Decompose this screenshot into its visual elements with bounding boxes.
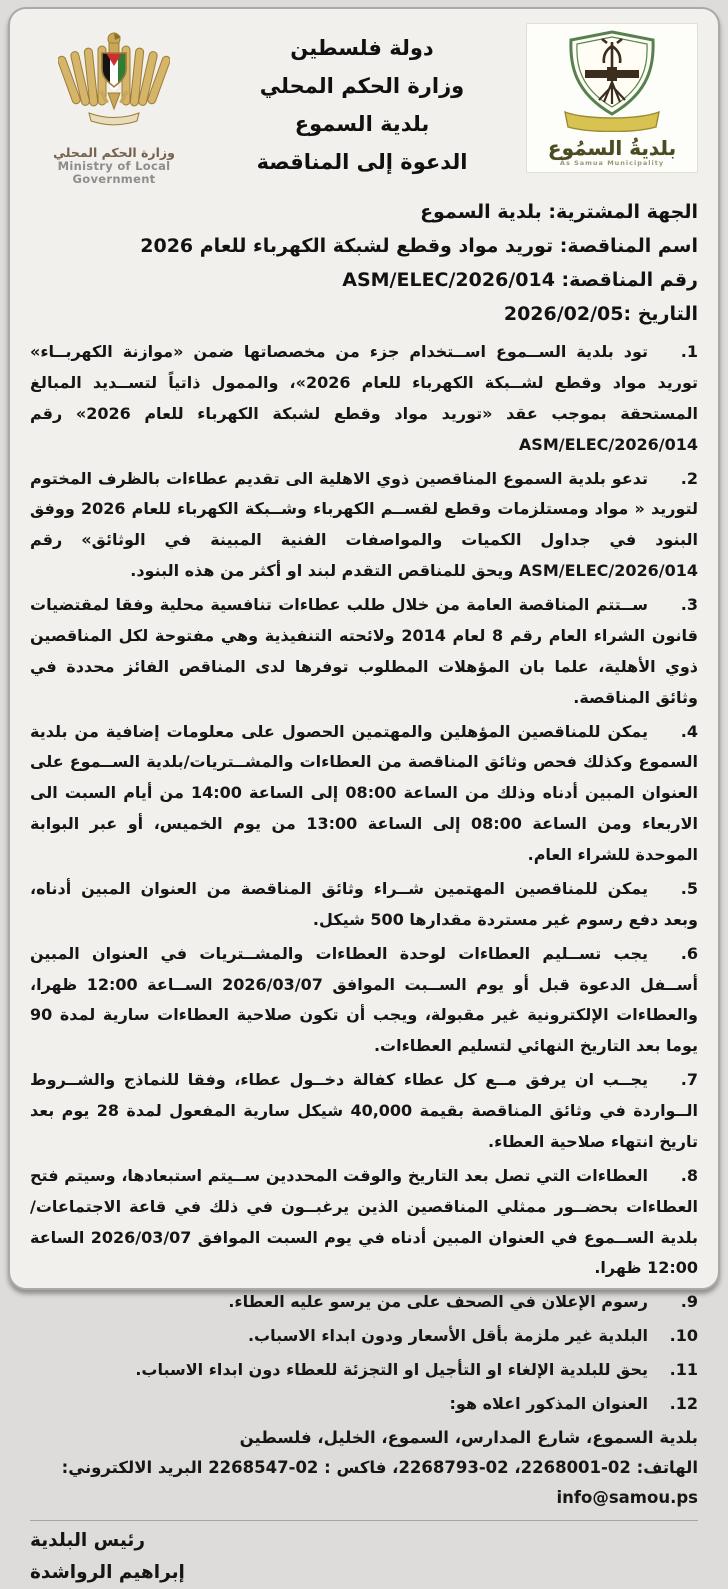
tender-name-line: اسم المناقصة: توريد مواد وقطع لشبكة الكهرباء للعام 2026 bbox=[140, 235, 698, 257]
header bbox=[30, 23, 698, 185]
list-item-11 bbox=[30, 1355, 698, 1386]
ministry-title: وزارة الحكم المحلي bbox=[259, 74, 465, 98]
tender-meta bbox=[30, 195, 698, 331]
list-item-4 bbox=[30, 717, 698, 871]
conditions-list bbox=[30, 337, 698, 1420]
date-line: التاريخ :2026/02/05 bbox=[503, 303, 698, 325]
municipality-caption-english: As Samua Municipality bbox=[559, 159, 665, 167]
item-text: العطاءات التي تصل بعد التاريخ والوقت المحددين ســيتم استبعادها، وسيتم فتح العطاءات بحضــور ممثلي المناقصين الذين يرغبــون في ذلك في قاعة الاجتماعات/ بلدية الســموع في العنوان المبين أدناه في يوم السبت الموافق 2026/03/07 الساعة 12:00 ظهرا. bbox=[30, 1165, 699, 1278]
item-number: 7. bbox=[680, 1070, 698, 1090]
list-item-9 bbox=[30, 1287, 698, 1318]
item-number: 6. bbox=[680, 943, 698, 963]
item-text: البلدية غير ملزمة بأقل الأسعار ودون ابداء الاسباب. bbox=[247, 1326, 648, 1346]
item-text: رسوم الإعلان في الصحف على من يرسو عليه العطاء. bbox=[228, 1292, 648, 1312]
item-number: 11. bbox=[669, 1360, 698, 1379]
municipality-logo-block bbox=[526, 23, 698, 173]
tender-number-line: رقم المناقصة: ASM/ELEC/2026/014 bbox=[342, 269, 698, 291]
item-text: ســتتم المناقصة العامة من خلال طلب عطاءات تنافسية محلية وفقا لمقتضيات قانون الشراء العام رقم 8 لعام 2014 ولائحته التنفيذية وهي مفتوحة لكل المناقصين ذوي الأهلية، علما بان المؤهلات المطلوب توفرها لدى المناقص الفائز محددة في وثائق المناقصة. bbox=[30, 595, 699, 707]
item-text: يحق للبلدية الإلغاء او التأجيل او التجزئة للعطاء دون ابداء الاسباب. bbox=[135, 1360, 648, 1379]
ministry-caption-english-line1: Ministry of Local bbox=[57, 159, 171, 173]
list-item-1 bbox=[30, 337, 698, 461]
list-item-8 bbox=[30, 1161, 698, 1285]
item-number: 8. bbox=[680, 1165, 698, 1185]
list-item-6 bbox=[30, 939, 698, 1063]
footer-divider bbox=[30, 1520, 698, 1521]
municipality-title: بلدية السموع bbox=[294, 112, 430, 136]
list-item-5 bbox=[30, 874, 698, 936]
signature-block bbox=[30, 1525, 698, 1589]
list-item-2 bbox=[30, 464, 698, 588]
item-number: 3. bbox=[680, 595, 698, 614]
list-item-7 bbox=[30, 1065, 698, 1158]
item-text: يجــب ان يرفق مــع كل عطاء كفالة دخــول عطاء، وفقا للنماذج والشــروط الــواردة في وثائق المناقصة بقيمة 40,000 شيكل سارية المفعول لمدة 28 يوم بعد تاريخ انتهاء صلاحية العطاء. bbox=[30, 1070, 699, 1151]
item-text: تود بلدية الســموع اســتخدام جزء من مخصصاتها ضمن «موازنة الكهربــاء» توريد مواد وقطع لشــبكة الكهرباء للعام 2026»، والممول ذاتياً لتســديد المبالغ المستحقة بموجب عقد «توريد مواد وقطع لشبكة الكهرباء للعام 2026» رقم ASM/ELEC/2026/014 bbox=[30, 342, 698, 454]
list-item-12 bbox=[30, 1389, 698, 1420]
item-number: 5. bbox=[680, 878, 698, 898]
item-number: 9. bbox=[680, 1292, 698, 1312]
municipality-caption-arabic: بلديةُ السمُوع bbox=[547, 136, 677, 160]
item-number: 4. bbox=[680, 721, 698, 741]
item-text: يجب تســليم العطاءات لوحدة العطاءات والمشــتريات في العنوان المبين أســفل الدعوة قبل أو يوم الســبت الموافق 2026/03/07 الســاعة 12:00 ظهرا، والعطاءات الإلكترونية غير مقبولة، ويجب أن تكون صلاحية العطاءات سارية لمدة 90 يوما بعد التاريخ النهائي لتسليم العطاءات. bbox=[30, 943, 699, 1056]
ministry-logo-block bbox=[30, 23, 198, 186]
ministry-caption-arabic: وزارة الحكم المحلي bbox=[53, 145, 175, 160]
item-number: 12. bbox=[669, 1393, 698, 1413]
item-text: يمكن للمناقصين المهتمين شــراء وثائق المناقصة من العنوان المبين أدناه، وبعد دفع رسوم غير مستردة مقدارها 500 شيكل. bbox=[30, 878, 698, 929]
as-samou-shield-emblem-icon bbox=[537, 117, 687, 136]
item-text: العنوان المذكور اعلاه هو: bbox=[449, 1393, 648, 1413]
signature-title: رئيس البلدية bbox=[30, 1529, 145, 1551]
item-number: 2. bbox=[680, 468, 698, 488]
signature-name: إبراهيم الرواشدة bbox=[30, 1561, 185, 1583]
tender-announcement-card bbox=[8, 7, 720, 1583]
item-number: 1. bbox=[680, 342, 698, 361]
item-number: 10. bbox=[669, 1326, 698, 1346]
list-item-10 bbox=[30, 1321, 698, 1352]
ministry-caption-english-line2: Government bbox=[72, 172, 156, 186]
item-text: يمكن للمناقصين المؤهلين والمهتمين الحصول على معلومات إضافية من بلدية السموع وكذلك فحص وثائق المناقصة من العطاءات والمشــتريات/بلدية الســموع على العنوان المبين أدناه وذلك من الساعة 08:00 إلى الساعة 14:00 من أيام السبت الى الاربعاء ومن الساعة 08:00 إلى الساعة 13:00 من يوم الخميس، أو عبر البوابة الموحدة للشراء العام. bbox=[30, 721, 698, 864]
contact-line: الهاتف: 02-2268001، 02-2268793، فاكس : 02-2268547 البريد الالكتروني: info@samou.ps bbox=[61, 1457, 698, 1507]
invitation-title: الدعوة إلى المناقصة bbox=[256, 150, 468, 174]
buyer-line: الجهة المشترية: بلدية السموع bbox=[420, 201, 698, 223]
state-title: دولة فلسطين bbox=[290, 36, 434, 60]
address-line: بلدية السموع، شارع المدارس، السموع، الخليل، فلسطين bbox=[239, 1427, 698, 1447]
header-titles bbox=[198, 23, 526, 181]
list-item-3 bbox=[30, 590, 698, 714]
item-text: تدعو بلدية السموع المناقصين ذوي الاهلية الى تقديم عطاءات بالظرف المختوم لتوريد « مواد ومستلزمات وقطع لقســم الكهرباء وشــبكة الكهرباء للعام 2026 ووفق البنود في جداول الكميات والمواصفات الفنية المبينة في الوثائق» رقم ASM/ELEC/2026/014 ويحق للمناقص التقدم لبند او أكثر من هذه البنود. bbox=[30, 468, 699, 581]
palestine-eagle-emblem-icon bbox=[58, 124, 170, 143]
